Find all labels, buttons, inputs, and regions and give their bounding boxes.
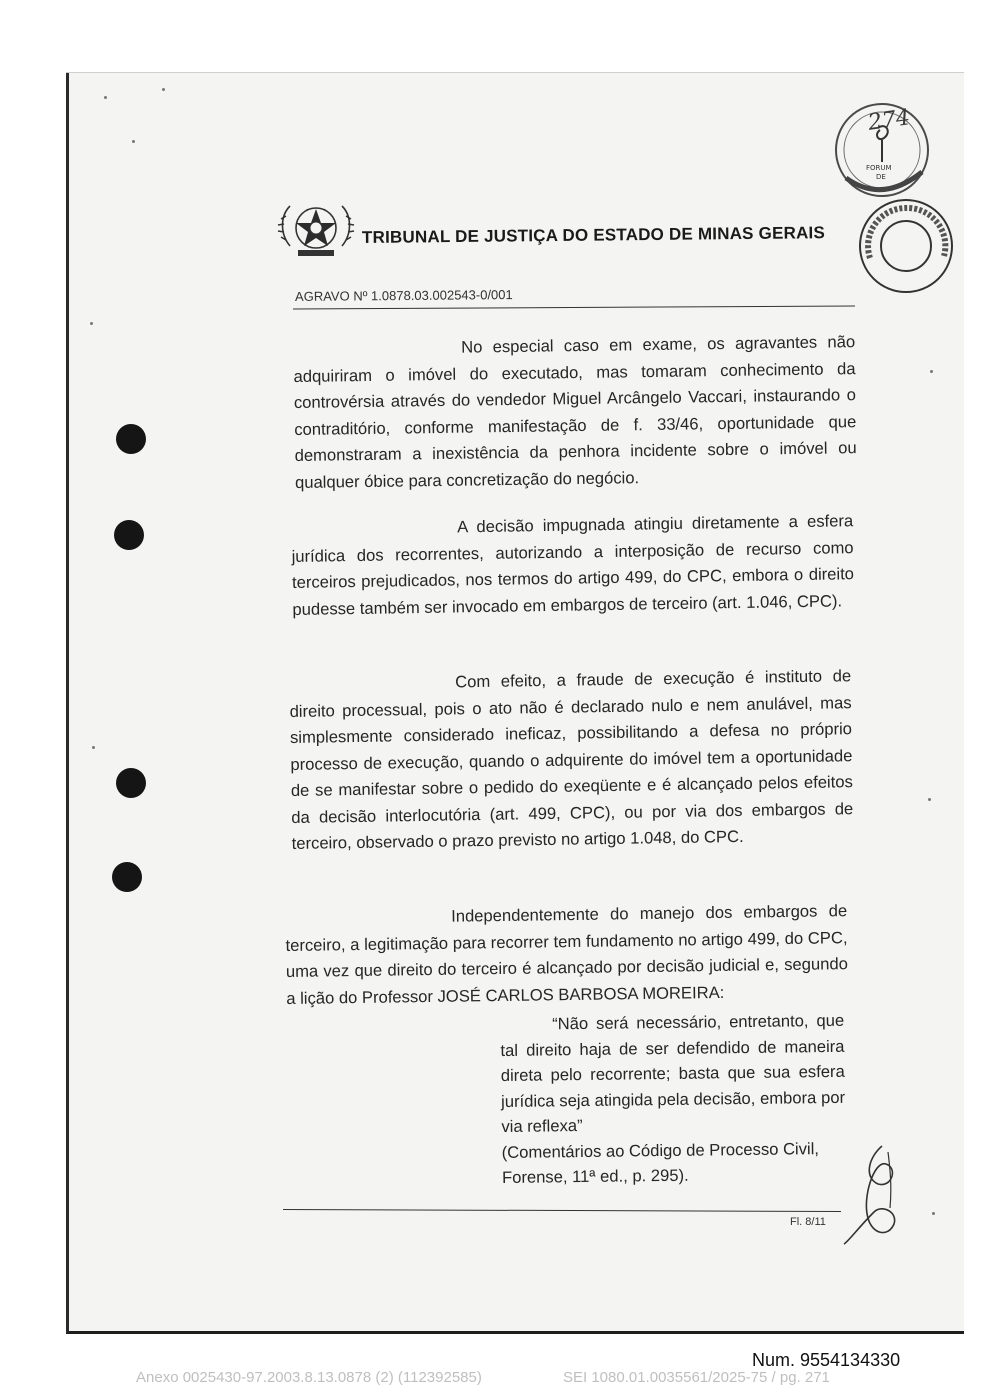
punch-hole xyxy=(116,424,146,454)
handwritten-page-number: 274 xyxy=(866,105,912,136)
body-paragraph: A decisão impugnada atingiu diretamente a esfera jurídica dos recorrentes, autorizando a interposição de recurso como terceiros prejudicados, nos termos do artigo 499, do CPC, embora o direito pudesse também ser invocado em embargos de terceiro (art. 1.046, CPC). xyxy=(291,511,855,619)
quote-text: “Não será necessário, entretanto, que tal direito haja de ser defendido de maneira direta pelo recorrente; basta que sua esfera jurídica seja atingida pela decisão, embora por via reflexa” xyxy=(500,1010,846,1136)
sei-reference: SEI 1080.01.0035561/2025-75 / pg. 271 xyxy=(563,1369,830,1386)
scan-speck xyxy=(162,88,165,91)
punch-hole xyxy=(114,520,144,550)
coat-of-arms-emblem xyxy=(276,194,356,269)
handwritten-signature xyxy=(838,1138,918,1253)
document-number: Num. 9554134330 xyxy=(752,1350,901,1370)
body-paragraph: Independentemente do manejo dos embargos de terceiro, a legitimação para recorrer tem fundamento no artigo 499, do CPC, uma vez que direito do terceiro é alcançado por decisão judicial e, segundo a lição do Professor JOSÉ CARLOS BARBOSA MOREIRA: xyxy=(285,901,848,1008)
scan-speck xyxy=(932,1212,935,1215)
punch-hole xyxy=(112,862,142,892)
annex-reference: Anexo 0025430-97.2003.8.13.0878 (2) (112392585) xyxy=(136,1369,482,1386)
court-title: TRIBUNAL DE JUSTIÇA DO ESTADO DE MINAS GERAIS xyxy=(361,223,826,247)
scan-speck xyxy=(928,798,931,801)
scan-top-edge xyxy=(66,72,964,73)
page-folio: Fl. 8/11 xyxy=(790,1216,826,1228)
body-paragraph: No especial caso em exame, os agravantes não adquiriram o imóvel do executado, mas tomaram conhecimento da controvérsia através do vendedor Miguel Arcângelo Vaccari, instaurando o contraditório, conforme manifestação de f. 33/46, oportunidade que demonstraram a inexistência da penhora incidente sobre o imóvel ou qualquer óbice para concretização do negócio. xyxy=(293,332,857,492)
body-paragraph: Com efeito, a fraude de execução é instituto de direito processual, pois o ato não é declarado nulo e nem anulável, mas simplesmente considerado ineficaz, possibilitando a defesa no próprio processo de execução, quando o adquirente do imóvel tem a oportunidade de se manifestar sobre o pedido do exeqüente e é alcançado pelos efeitos da decisão interlocutória (art. 499, CPC), ou por via dos embargos de terceiro, observado o prazo previsto no artigo 1.048, do CPC. xyxy=(289,666,854,853)
scan-speck xyxy=(90,322,93,325)
scan-speck xyxy=(104,96,107,99)
svg-text:FORUM: FORUM xyxy=(866,164,892,172)
court-seal-stamp xyxy=(856,196,956,301)
scan-speck xyxy=(132,140,135,143)
quote-citation: (Comentários ao Código de Processo Civil, Forense, 11ª ed., p. 295). xyxy=(501,1138,820,1187)
scan-speck xyxy=(930,370,933,373)
punch-hole xyxy=(116,768,146,798)
scan-speck xyxy=(92,746,95,749)
svg-text:DE: DE xyxy=(876,173,886,181)
case-number: AGRAVO Nº 1.0878.03.002543-0/001 xyxy=(294,287,513,304)
block-quote xyxy=(500,1008,846,1191)
